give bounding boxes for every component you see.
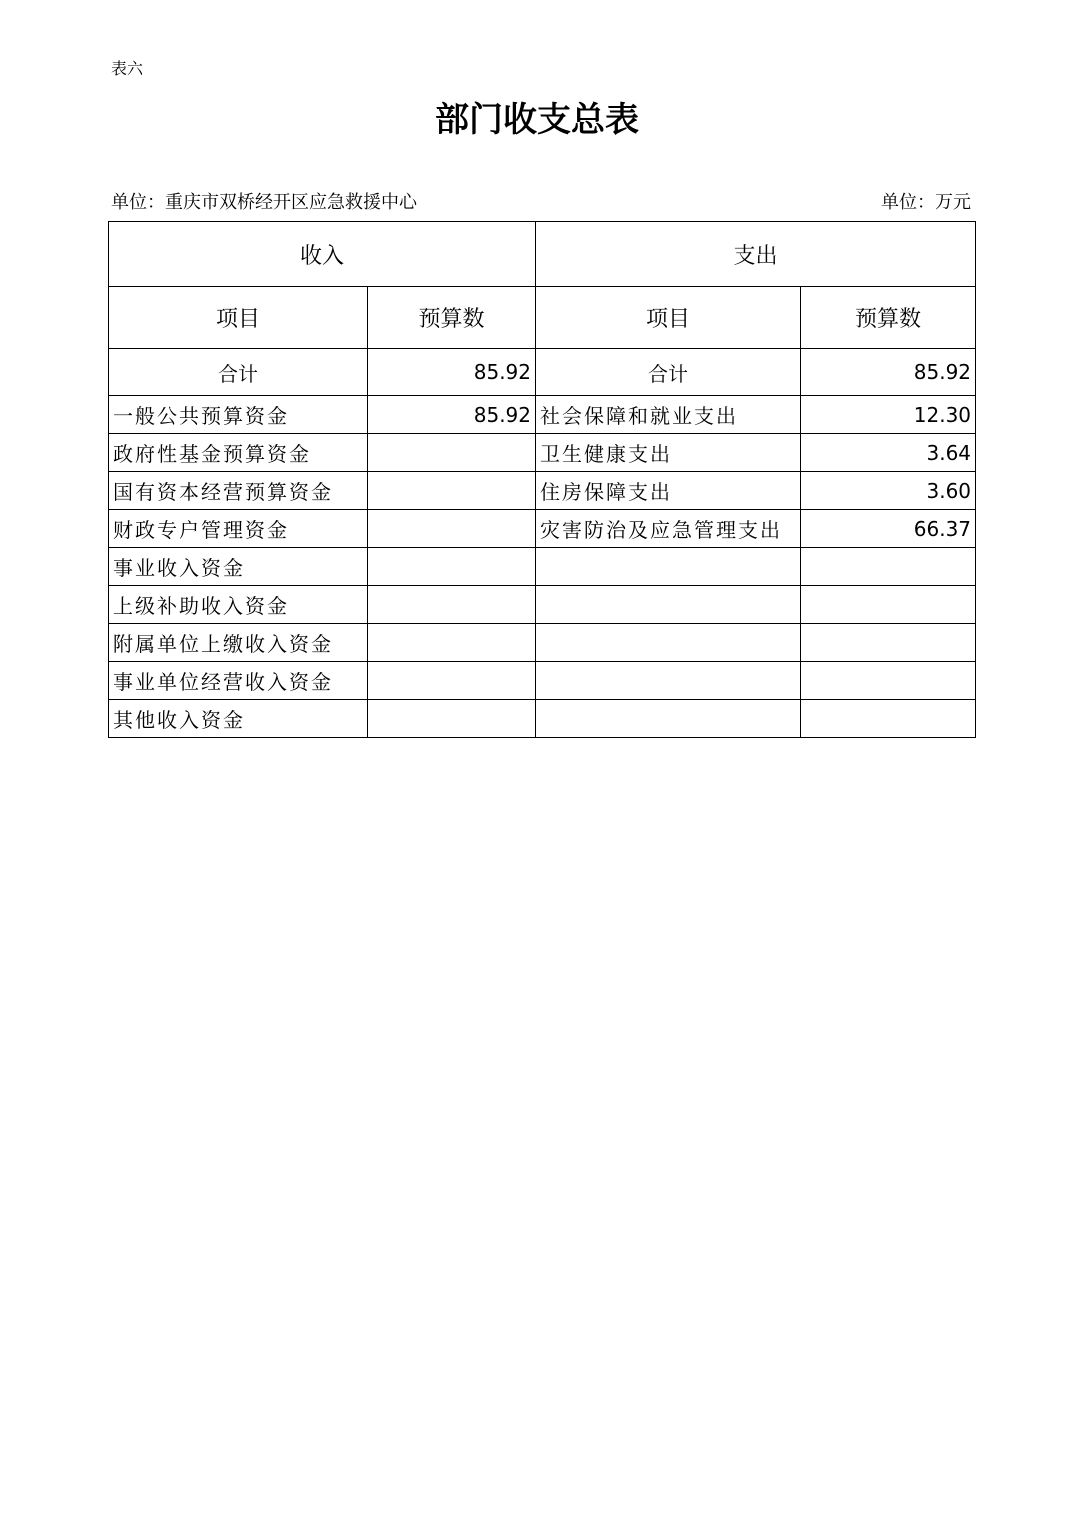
group-header-row (109, 222, 976, 287)
expense-group-header: 支出 (536, 222, 976, 287)
table-row (109, 396, 976, 434)
income-budget-column-header: 预算数 (368, 287, 536, 349)
income-item: 其他收入资金 (109, 700, 368, 738)
income-item: 国有资本经营预算资金 (109, 472, 368, 510)
income-value (368, 434, 536, 472)
expense-item (536, 624, 801, 662)
income-expense-summary-table (108, 221, 976, 738)
table-row (109, 662, 976, 700)
income-value (368, 700, 536, 738)
table-row (109, 624, 976, 662)
income-value (368, 586, 536, 624)
income-value (368, 510, 536, 548)
expense-value (801, 624, 976, 662)
income-item: 政府性基金预算资金 (109, 434, 368, 472)
expense-item (536, 548, 801, 586)
expense-value (801, 662, 976, 700)
expense-value: 3.64 (801, 434, 976, 472)
income-total-label: 合计 (109, 349, 368, 396)
income-value (368, 472, 536, 510)
expense-item: 社会保障和就业支出 (536, 396, 801, 434)
income-total-value: 85.92 (368, 349, 536, 396)
table-row (109, 472, 976, 510)
column-header-row (109, 287, 976, 349)
page-title: 部门收支总表 (435, 100, 639, 140)
table-row (109, 586, 976, 624)
expense-item: 灾害防治及应急管理支出 (536, 510, 801, 548)
income-value (368, 548, 536, 586)
expense-value: 12.30 (801, 396, 976, 434)
unit-organization: 单位：重庆市双桥经开区应急救援中心 (111, 192, 417, 213)
expense-budget-column-header: 预算数 (801, 287, 976, 349)
expense-value: 3.60 (801, 472, 976, 510)
expense-value (801, 548, 976, 586)
income-item: 事业收入资金 (109, 548, 368, 586)
expense-item (536, 662, 801, 700)
expense-item: 住房保障支出 (536, 472, 801, 510)
expense-total-value: 85.92 (801, 349, 976, 396)
expense-value (801, 700, 976, 738)
expense-item-column-header: 项目 (536, 287, 801, 349)
income-value: 85.92 (368, 396, 536, 434)
table-row (109, 548, 976, 586)
income-item: 一般公共预算资金 (109, 396, 368, 434)
income-value (368, 662, 536, 700)
income-value (368, 624, 536, 662)
table-number-label: 表六 (111, 59, 144, 78)
table-row (109, 510, 976, 548)
expense-value (801, 586, 976, 624)
income-item: 财政专户管理资金 (109, 510, 368, 548)
income-item: 上级补助收入资金 (109, 586, 368, 624)
expense-item (536, 700, 801, 738)
expense-value: 66.37 (801, 510, 976, 548)
income-group-header: 收入 (109, 222, 536, 287)
income-item-column-header: 项目 (109, 287, 368, 349)
table-row (109, 700, 976, 738)
income-item: 附属单位上缴收入资金 (109, 624, 368, 662)
table-row (109, 434, 976, 472)
expense-item (536, 586, 801, 624)
unit-currency: 单位：万元 (881, 192, 971, 213)
expense-item: 卫生健康支出 (536, 434, 801, 472)
income-item: 事业单位经营收入资金 (109, 662, 368, 700)
expense-total-label: 合计 (536, 349, 801, 396)
total-row (109, 349, 976, 396)
